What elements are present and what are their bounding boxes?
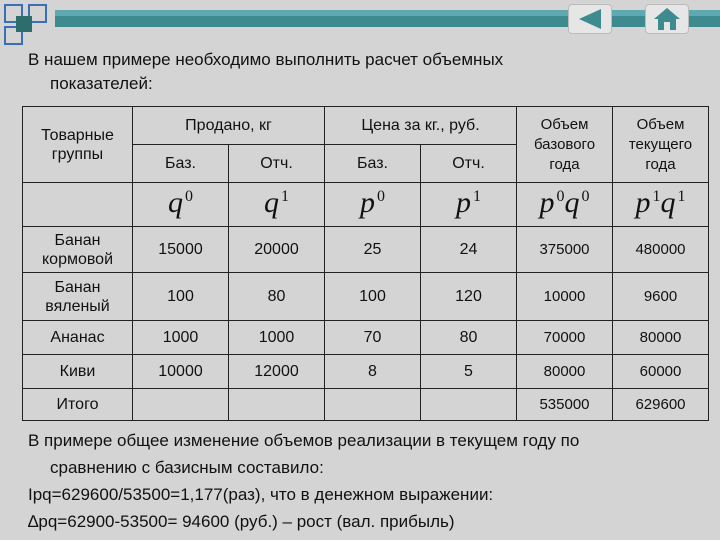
cell-p1: 120 [421,273,517,321]
cell-q0: 100 [133,273,229,321]
empty-cell [229,389,325,421]
back-button[interactable] [568,4,612,34]
home-button[interactable] [645,4,689,34]
table-row [23,321,709,355]
intro-text [28,48,668,96]
index-formula: Ipq=629600/53500=1,177(раз), что в денежном выражении: [28,485,494,504]
cell-q0: 10000 [133,355,229,389]
intro-line: показателей: [50,74,153,93]
cell-q1: 80 [229,273,325,321]
empty-cell [23,183,133,227]
table-row [23,227,709,273]
cell-q1: 1000 [229,321,325,355]
formula-p0q0: p $^0$q $^0$ [539,185,590,219]
triangle-left-icon [577,8,603,30]
header-report: Отч. [421,145,517,183]
cell-q0: 1000 [133,321,229,355]
cell-volume-current: 60000 [613,355,709,389]
cell-volume-base: 80000 [517,355,613,389]
cell-p1: 80 [421,321,517,355]
cell-volume-base: 375000 [517,227,613,273]
total-volume-base: 535000 [517,389,613,421]
cell-p0: 8 [325,355,421,389]
cell-volume-current: 9600 [613,273,709,321]
total-label: Итого [23,389,133,421]
empty-cell [421,389,517,421]
home-icon [653,7,681,31]
header-volume-current: Объем текущего года [613,107,709,183]
cell-p1: 24 [421,227,517,273]
table-row [23,273,709,321]
row-name: Ананас [23,321,133,355]
data-table [22,106,709,421]
cell-q1: 12000 [229,355,325,389]
formula-q0: q $^0$ [168,185,193,219]
cell-q1: 20000 [229,227,325,273]
title-bar [55,10,720,27]
cell-volume-base: 10000 [517,273,613,321]
row-name: Банан вяленый [23,273,133,321]
header-report: Отч. [229,145,325,183]
intro-line: В нашем примере необходимо выполнить расчет объемных [28,50,504,69]
conclusion-text [28,427,718,535]
header-sold: Продано, кг [133,107,325,145]
cell-volume-current: 80000 [613,321,709,355]
decor-square-filled [16,16,32,32]
formula-row [23,183,709,227]
formula-p0: p $^0$ [360,185,385,219]
formula-q1: q $^1$ [264,185,289,219]
header-price: Цена за кг., руб. [325,107,517,145]
cell-p0: 70 [325,321,421,355]
formula-p1: p $^1$ [456,185,481,219]
header-groups: Товарные группы [23,107,133,183]
cell-q0: 15000 [133,227,229,273]
cell-p1: 5 [421,355,517,389]
header-volume-base: Объем базового года [517,107,613,183]
header-base: Баз. [325,145,421,183]
total-volume-current: 629600 [613,389,709,421]
cell-p0: 25 [325,227,421,273]
formula-p1q1: p $^1$q $^1$ [635,185,686,219]
table-row [23,355,709,389]
cell-volume-current: 480000 [613,227,709,273]
row-name: Киви [23,355,133,389]
delta-formula: ∆pq=62900-53500= 94600 (руб.) – рост (вал. прибыль) [28,512,455,531]
header-base: Баз. [133,145,229,183]
conclusion-line: В примере общее изменение объемов реализации в текущем году по [28,431,580,450]
empty-cell [325,389,421,421]
conclusion-line: сравнению с базисным составило: [50,458,324,477]
row-name: Банан кормовой [23,227,133,273]
cell-p0: 100 [325,273,421,321]
total-row [23,389,709,421]
empty-cell [133,389,229,421]
cell-volume-base: 70000 [517,321,613,355]
